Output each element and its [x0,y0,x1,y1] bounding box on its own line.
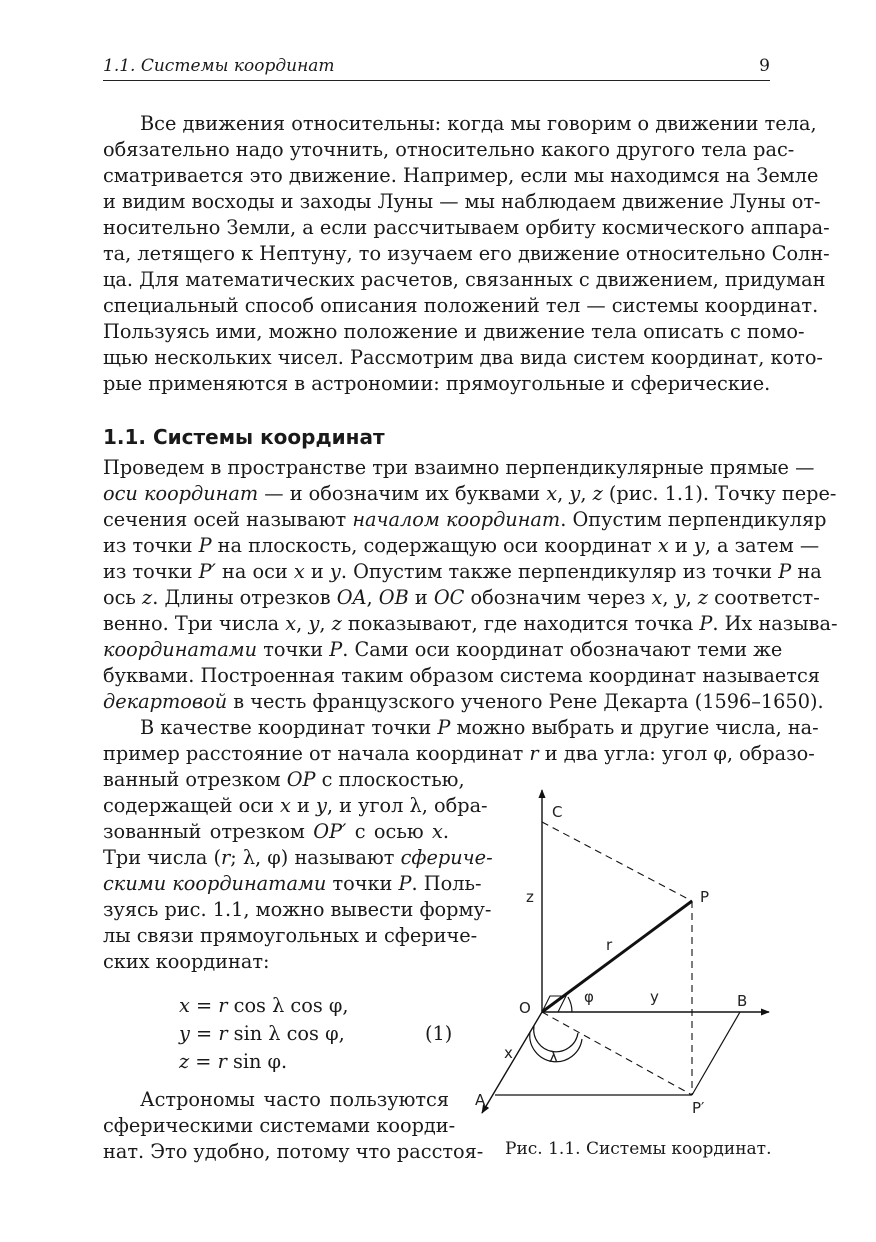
para2-line: декартовой в честь французского ученого Рене Декарта (1596–1650). [103,690,824,713]
formula-z: z = r sin φ. [179,1050,288,1073]
para4-line: нат. Это удобно, потому что расстоя- [103,1140,484,1163]
intro-line: Пользуясь ими, можно положение и движение тела описать с помо- [103,320,805,343]
line-pprime-b [692,1012,740,1095]
label-r: r [606,936,613,954]
label-b: B [737,992,748,1010]
label-y: y [650,988,659,1006]
intro-line: обязательно надо уточнить, относительно какого другого тела рас- [103,138,795,161]
label-a: A [475,1091,486,1109]
phi-arc [568,997,572,1012]
x-axis [482,1012,542,1113]
para3-line: ванный отрезком OP с плоскостью, [103,768,465,791]
para2-line: буквами. Построенная таким образом система координат называется [103,664,820,687]
para3-line: лы связи прямоугольных и сфериче- [103,924,478,947]
section-heading: 1.1. Системы координат [103,425,385,449]
para4-line: сферическими системами коорди- [103,1114,456,1137]
para3-line: зованный отрезком OP′ с осью x. [103,820,449,843]
intro-line: та, летящего к Нептуну, то изучаем его движение относительно Солн- [103,242,830,265]
para2-line: ось z. Длины отрезков OA, OB и OC обозначим через x, y, z соответст- [103,586,820,609]
label-c: C [552,803,563,821]
radius-vector-op [542,901,692,1012]
intro-line: специальный способ описания положений тел — системы координат. [103,294,819,317]
para3-line: пример расстояние от начала координат r и два угла: угол φ, образо- [103,742,815,765]
para2-line: Проведем в пространстве три взаимно перпендикулярные прямые — [103,456,815,479]
para2-line: из точки P на плоскость, содержащую оси координат x и y, а затем — [103,534,820,557]
label-o: O [519,999,531,1017]
para2-line: сечения осей называют началом координат. Опустим перпендикуляр [103,508,827,531]
intro-line: и видим восходы и заходы Луны — мы наблюдаем движение Луны от- [103,190,821,213]
para3-line: Три числа (r; λ, φ) называют сфериче- [103,846,493,869]
label-x: x [504,1044,513,1062]
para3-line: ских координат: [103,950,270,973]
intro-line: сматривается это движение. Например, если мы находимся на Земле [103,164,819,187]
para2-line: координатами точки P. Сами оси координат обозначают теми же [103,638,783,661]
figure-caption: Рис. 1.1. Системы координат. [505,1139,772,1159]
para3-line: содержащей оси x и y, и угол λ, обра- [103,794,488,817]
para3-line: зуясь рис. 1.1, можно вывести форму- [103,898,492,921]
formula-x: x = r cos λ cos φ, [179,994,349,1017]
equation-number: (1) [425,1022,453,1045]
para2-line: оси координат — и обозначим их буквами x, y, z (рис. 1.1). Точку пере- [103,482,837,505]
running-head [103,54,770,81]
running-head-section: 1.1. Системы координат [103,56,335,76]
intro-line: Все движения относительны: когда мы говорим о движении тела, [140,112,817,135]
para3-line: скими координатами точки P. Поль- [103,872,482,895]
intro-line: носительно Земли, а если рассчитываем орбиту космического аппара- [103,216,830,239]
label-phi: φ [584,988,594,1006]
para2-line: венно. Три числа x, y, z показывают, где находится точка P. Их называ- [103,612,838,635]
label-p-prime: P′ [692,1099,705,1117]
para2-line: из точки P′ на оси x и y. Опустим также перпендикуляр из точки P на [103,560,822,583]
label-p: P [700,888,710,906]
dashed-o-pprime [542,1012,692,1095]
page-number: 9 [759,56,770,76]
label-lambda: λ [549,1048,558,1066]
dashed-c-p [542,822,692,901]
para4-line: Астрономы часто пользуются [140,1088,449,1111]
intro-line: щью нескольких чисел. Рассмотрим два вида систем координат, кото- [103,346,823,369]
formula-y: y = r sin λ cos φ, [179,1022,345,1045]
intro-line: рые применяются в астрономии: прямоугольные и сферические. [103,372,771,395]
para3-line: В качестве координат точки P можно выбрать и другие числа, на- [140,716,819,739]
intro-line: ца. Для математических расчетов, связанных с движением, придуман [103,268,826,291]
label-z: z [526,888,534,906]
coordinate-system-figure [472,776,776,1118]
